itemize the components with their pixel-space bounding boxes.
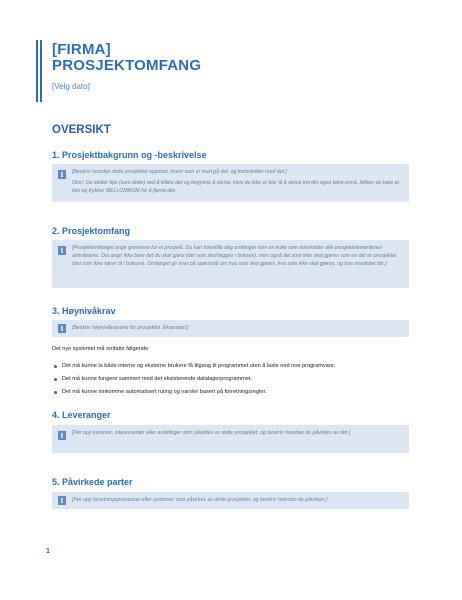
company-placeholder[interactable]: [FIRMA] [52, 41, 111, 58]
tip-text: [Før opp forretningsprosesser eller systemer som påvirkes av dette prosjektet, og beskriv hvordan de påvirkes.] [72, 497, 328, 503]
info-icon: i [58, 324, 66, 333]
requirements-list [52, 362, 412, 401]
tip-text: [Før opp komorer, interessenter eller avdelinger som påvirkes av dette prosjektet, og beskriv hvordan de påvirkes av det.] [72, 430, 351, 436]
section-heading-deliverables: 4. Leveranger [52, 410, 111, 420]
header-accent-bars [36, 40, 45, 102]
date-picker-field[interactable]: [Velg dato] [52, 82, 90, 91]
document-header [52, 42, 201, 91]
info-icon: i [58, 431, 66, 440]
tip-box-scope[interactable] [52, 240, 409, 288]
page-number: 1 [46, 548, 50, 555]
info-icon: i [58, 246, 66, 255]
info-icon: i [58, 496, 66, 505]
tip-text: [Beskriv høynivåkravene for prosjektet. Eksempel:] [72, 325, 189, 331]
tip-text: Obs!: Du sletter tips (som dette) ved å klikke det og begynne å skrive. Hvis du ikke er klar til å skrive inn din egen tekst ennå, klikker du bare et tips og trykker MELLOMROM for å fjerne det. [72, 180, 399, 194]
tip-text: [Beskriv hvordan dette prosjektet oppstod, hvem som er med på det, og fremskritter med det.] [72, 169, 287, 175]
list-item: Det må kunne fungere sammen med det eksisterende datalagerprogrammet. [52, 375, 412, 383]
tip-box-affected-parties[interactable] [52, 492, 409, 509]
accent-bar [40, 40, 42, 102]
tip-text: [Prosjektomfanget angir grensene for et prosjekt. Du kan forestille deg omfanget som en koke som inneholder alle prosjektelementene/-aktivitetene. Det angir ikke bare det du skal gjøre (det som skal legges i boksen), men også det som ikke skal gjøres som en del av prosjektet (det som ikke hører til i boksen). Omfanget gir svar på spørsmål om hva som skal gjøres, hva som ikke skal gjøres, og hva resultatet blir.] [72, 245, 397, 267]
accent-bar [36, 40, 38, 102]
section-heading-scope: 2. Prosjektomfang [52, 226, 131, 236]
section-heading-background: 1. Prosjektbakgrunn og -beskrivelse [52, 150, 207, 160]
requirements-intro: Det nye systemet må omfatte følgende: [52, 346, 150, 352]
tip-box-background[interactable] [52, 164, 409, 202]
tip-box-requirements[interactable] [52, 320, 409, 337]
list-item: Det må kunne innkomme automatisert ruting og varsler basert på forretningsregler. [52, 388, 412, 396]
info-icon: i [58, 170, 66, 179]
document-title: PROSJEKTOMFANG [52, 57, 202, 74]
overview-heading: OVERSIKT [52, 124, 111, 136]
tip-box-deliverables[interactable] [52, 425, 409, 453]
section-heading-requirements: 3. Høynivåkrav [52, 306, 116, 316]
list-item: Det må kunne la både interne og eksterne brukere få tilgang til programmet uten å laste ned noe programvare. [52, 362, 412, 370]
section-heading-affected-parties: 5. Påvirkede parter [52, 477, 133, 487]
